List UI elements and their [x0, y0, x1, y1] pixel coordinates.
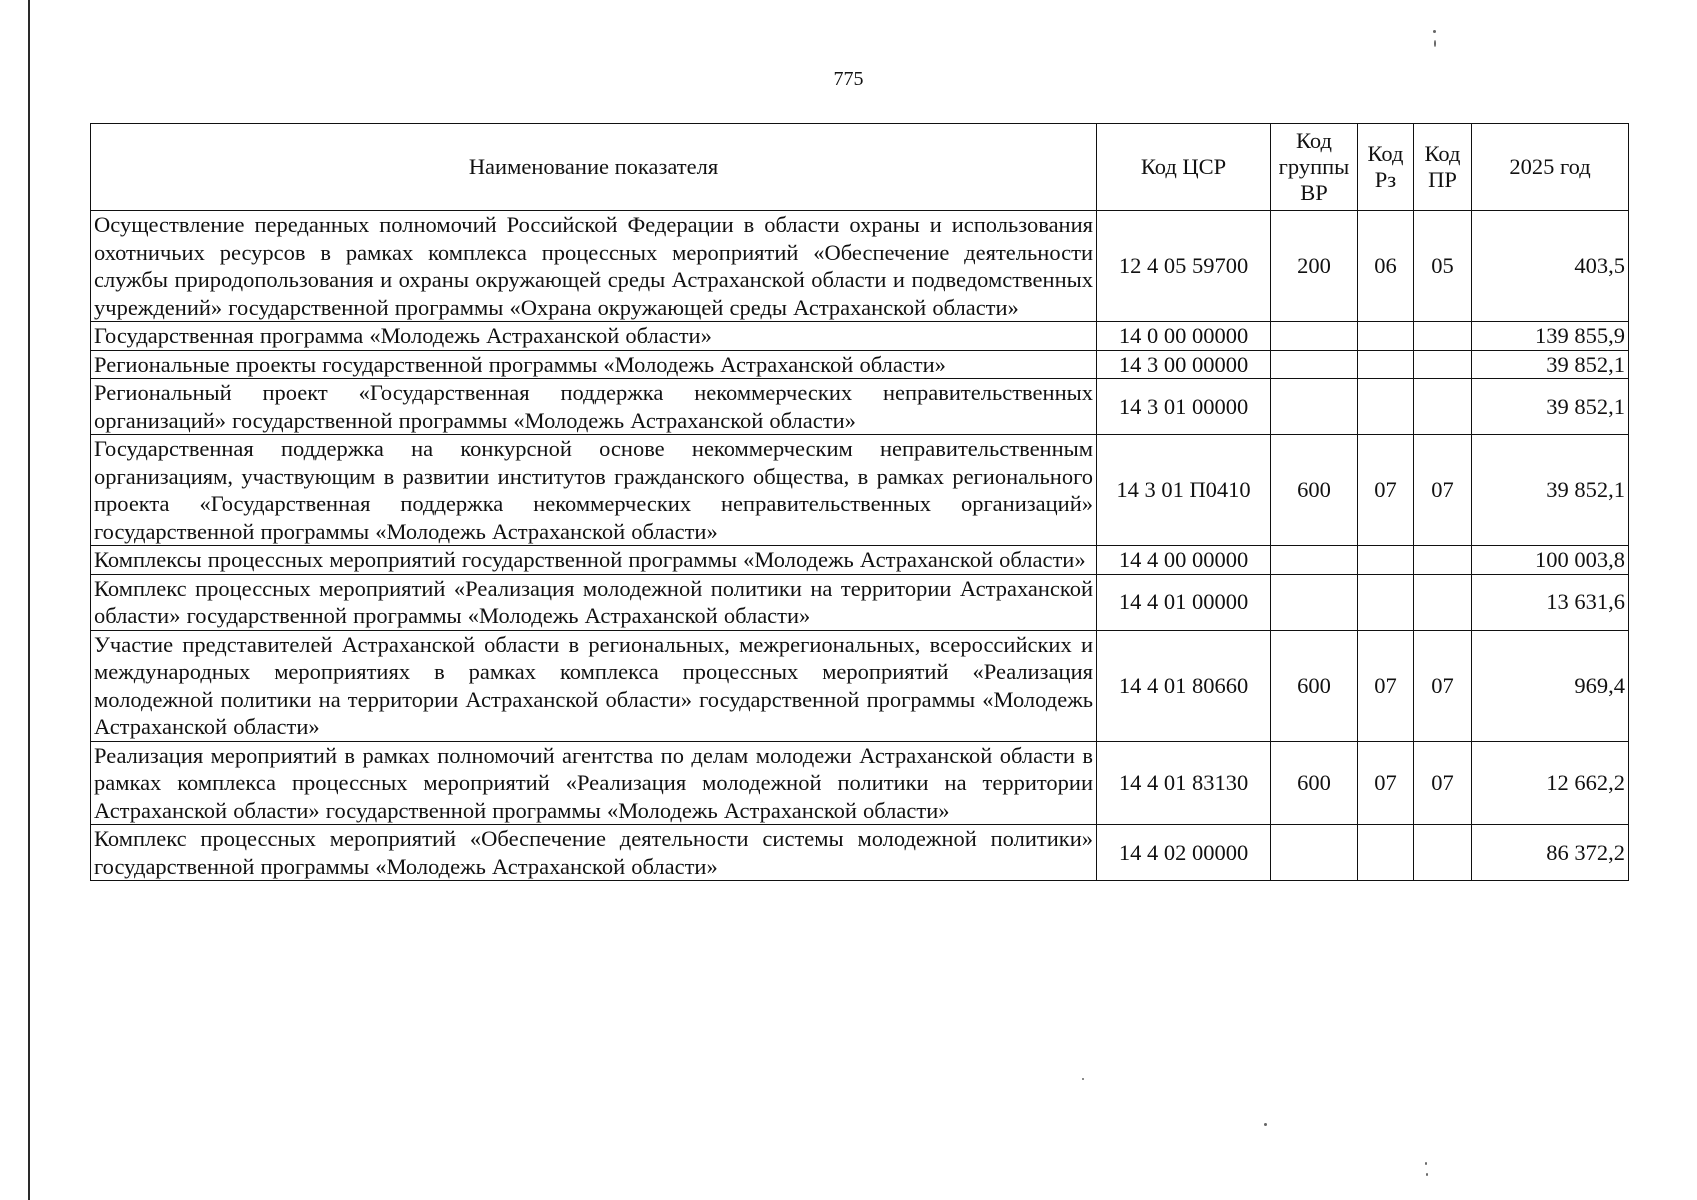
row-name: Комплексы процессных мероприятий государственной программы «Молодежь Астраханской области» — [91, 546, 1097, 575]
row-vr-group: 200 — [1271, 211, 1358, 322]
row-rz-code — [1358, 574, 1414, 630]
row-rz-code — [1358, 825, 1414, 881]
row-csr-code: 14 3 01 00000 — [1097, 379, 1271, 435]
row-amount: 39 852,1 — [1472, 435, 1629, 546]
row-csr-code: 12 4 05 59700 — [1097, 211, 1271, 322]
row-vr-group: 600 — [1271, 630, 1358, 741]
row-amount: 12 662,2 — [1472, 741, 1629, 825]
row-pr-code — [1414, 350, 1472, 379]
row-vr-group — [1271, 546, 1358, 575]
row-csr-code: 14 4 01 83130 — [1097, 741, 1271, 825]
row-vr-group — [1271, 574, 1358, 630]
scan-speck — [1433, 30, 1436, 33]
row-name: Участие представителей Астраханской области в региональных, межрегиональных, всероссийских и международных мероприятиях в рамках комплекса процессных мероприятий «Реализация молодежной политики на территории Астраханской области» государственной программы «Молодежь Астраханской области» — [91, 630, 1097, 741]
row-amount: 100 003,8 — [1472, 546, 1629, 575]
binding-margin-line — [28, 0, 30, 1200]
budget-table — [90, 123, 1629, 881]
table-row — [91, 546, 1629, 575]
scan-speck — [1426, 1173, 1428, 1176]
row-vr-group: 600 — [1271, 435, 1358, 546]
row-name: Комплекс процессных мероприятий «Обеспечение деятельности системы молодежной политики» государственной программы «Молодежь Астраханской области» — [91, 825, 1097, 881]
row-pr-code: 07 — [1414, 741, 1472, 825]
header-rz-code: Код Рз — [1358, 124, 1414, 211]
row-pr-code — [1414, 825, 1472, 881]
header-pr-code: Код ПР — [1414, 124, 1472, 211]
row-rz-code — [1358, 379, 1414, 435]
row-amount: 403,5 — [1472, 211, 1629, 322]
row-vr-group: 600 — [1271, 741, 1358, 825]
table-header — [91, 124, 1629, 211]
row-vr-group — [1271, 825, 1358, 881]
table-body — [91, 211, 1629, 881]
row-pr-code: 07 — [1414, 630, 1472, 741]
row-csr-code: 14 0 00 00000 — [1097, 322, 1271, 351]
row-rz-code: 06 — [1358, 211, 1414, 322]
row-name: Реализация мероприятий в рамках полномочий агентства по делам молодежи Астраханской области в рамках комплекса процессных мероприятий «Реализация молодежной политики на территории Астраханской области» государственной программы «Молодежь Астраханской области» — [91, 741, 1097, 825]
row-csr-code: 14 4 01 00000 — [1097, 574, 1271, 630]
row-name: Региональные проекты государственной программы «Молодежь Астраханской области» — [91, 350, 1097, 379]
table-row — [91, 630, 1629, 741]
row-pr-code: 07 — [1414, 435, 1472, 546]
table-row — [91, 574, 1629, 630]
row-rz-code — [1358, 350, 1414, 379]
header-csr-code: Код ЦСР — [1097, 124, 1271, 211]
header-name: Наименование показателя — [91, 124, 1097, 211]
row-pr-code: 05 — [1414, 211, 1472, 322]
row-amount: 86 372,2 — [1472, 825, 1629, 881]
row-name: Региональный проект «Государственная поддержка некоммерческих неправительственных организаций» государственной программы «Молодежь Астраханской области» — [91, 379, 1097, 435]
row-pr-code — [1414, 322, 1472, 351]
row-pr-code — [1414, 379, 1472, 435]
row-rz-code — [1358, 322, 1414, 351]
row-amount: 969,4 — [1472, 630, 1629, 741]
scan-speck — [1082, 1078, 1084, 1080]
row-pr-code — [1414, 574, 1472, 630]
row-name: Комплекс процессных мероприятий «Реализация молодежной политики на территории Астраханской области» государственной программы «Молодежь Астраханской области» — [91, 574, 1097, 630]
row-vr-group — [1271, 322, 1358, 351]
table-row — [91, 435, 1629, 546]
row-name: Осуществление переданных полномочий Российской Федерации в области охраны и использования охотничьих ресурсов в рамках комплекса процессных мероприятий «Обеспечение деятельности службы природопользования и охраны окружающей среды Астраханской области и подведомственных учреждений» государственной программы «Охрана окружающей среды Астраханской области» — [91, 211, 1097, 322]
row-rz-code — [1358, 546, 1414, 575]
page-number: 775 — [833, 68, 864, 90]
table-row — [91, 350, 1629, 379]
row-csr-code: 14 4 00 00000 — [1097, 546, 1271, 575]
table-row — [91, 741, 1629, 825]
table-row — [91, 211, 1629, 322]
header-year-2025: 2025 год — [1472, 124, 1629, 211]
row-rz-code: 07 — [1358, 630, 1414, 741]
scan-speck — [1434, 40, 1436, 47]
row-amount: 13 631,6 — [1472, 574, 1629, 630]
row-amount: 139 855,9 — [1472, 322, 1629, 351]
row-rz-code: 07 — [1358, 435, 1414, 546]
row-csr-code: 14 3 01 П0410 — [1097, 435, 1271, 546]
row-amount: 39 852,1 — [1472, 379, 1629, 435]
row-name: Государственная программа «Молодежь Астраханской области» — [91, 322, 1097, 351]
row-csr-code: 14 4 02 00000 — [1097, 825, 1271, 881]
scan-speck — [1264, 1123, 1267, 1126]
row-name: Государственная поддержка на конкурсной основе некоммерческим неправительственным организациям, участвующим в развитии институтов гражданского общества, в рамках регионального проекта «Государственная поддержка некоммерческих неправительственных организаций» государственной программы «Молодежь Астраханской области» — [91, 435, 1097, 546]
table-row — [91, 322, 1629, 351]
row-pr-code — [1414, 546, 1472, 575]
scan-speck — [1425, 1162, 1427, 1165]
row-vr-group — [1271, 350, 1358, 379]
row-vr-group — [1271, 379, 1358, 435]
table-row — [91, 825, 1629, 881]
row-amount: 39 852,1 — [1472, 350, 1629, 379]
row-csr-code: 14 4 01 80660 — [1097, 630, 1271, 741]
row-csr-code: 14 3 00 00000 — [1097, 350, 1271, 379]
header-row — [91, 124, 1629, 211]
row-rz-code: 07 — [1358, 741, 1414, 825]
header-vr-group: Код группы ВР — [1271, 124, 1358, 211]
table-row — [91, 379, 1629, 435]
